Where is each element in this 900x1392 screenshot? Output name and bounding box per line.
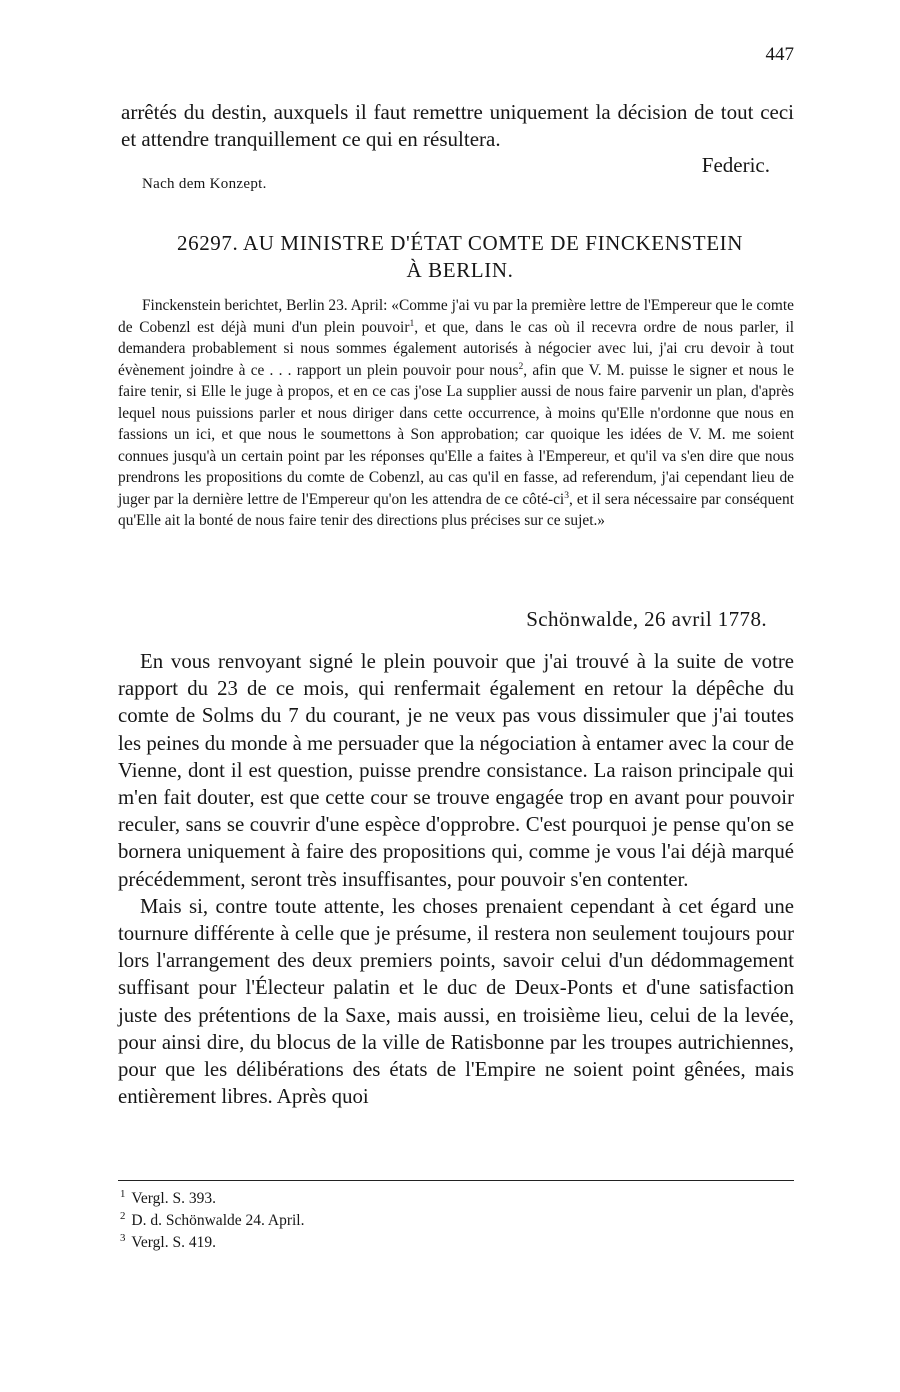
footnote-mark: 1: [120, 1187, 126, 1200]
footnote-mark: 3: [120, 1231, 126, 1244]
continuation-paragraph: arrêtés du destin, auxquels il faut remettre uniquement la décision de tout ceci et attendre tranquillement ce qui en résultera.: [121, 100, 794, 151]
footnote-divider: [118, 1180, 794, 1181]
source-note: Nach dem Konzept.: [142, 176, 267, 192]
letter-paragraph-1: En vous renvoyant signé le plein pouvoir que j'ai trouvé à la suite de votre rapport du 23 de ce mois, qui renfermait également en retour la dépêche du comte de Solms du 7 du courant, je ne veux pas vous dissimuler que j'ai toutes les peines du monde à me persuader que la négociation à entamer avec la cour de Vienne, dont il est question, puisse prendre consistance. La raison principale qui m'en fait douter, est que cette cour se trouve engagée trop en avant pour pouvoir reculer, sans se couvrir d'une espèce d'opprobre. C'est pourquoi je pense qu'on se bornera uniquement à faire des propositions qui, comme je vous l'ai déjà marqué précédemment, seront très insuffisantes, pour pouvoir s'en contenter.: [118, 650, 794, 891]
letter-body: [118, 648, 794, 1110]
summary-part-4: , et il sera nécessaire par conséquent qu'Elle ait la bonté de nous faire tenir des directions plus précises sur ce sujet.»: [118, 490, 794, 529]
footnote-text: Vergl. S. 393.: [131, 1190, 216, 1207]
letter-paragraph-2: Mais si, contre toute attente, les choses prenaient cependant à cet égard une tournure différente à celle que je présume, il restera non seulement toujours pour lors l'arrangement des deux premiers points, savoir celui d'un dédommagement suffisant pour l'Électeur palatin et le duc de Deux-Ponts et d'une satisfaction juste des prétentions de la Saxe, mais aussi, en troisième lieu, celui de la levée, pour ainsi dire, du blocus de la ville de Ratisbonne par les troupes autrichiennes, pour que les délibérations des états de l'Empire ne soient point gênées, mais entièrement libres. Après quoi: [118, 894, 794, 1109]
report-summary: [118, 295, 794, 532]
page-number: 447: [765, 44, 794, 65]
footnote-ref-2: 2: [518, 360, 524, 372]
footnote-ref-3: 3: [564, 489, 569, 501]
footnote-mark: 2: [120, 1209, 126, 1222]
footnote-2: [118, 1210, 305, 1232]
footnote-1: [118, 1188, 305, 1210]
signature: Federic.: [701, 153, 770, 177]
heading-line-1: 26297. AU MINISTRE D'ÉTAT COMTE DE FINCKENSTEIN: [177, 231, 743, 255]
summary-part-2: , et que, dans le cas où il recevra ordre de nous parler, il demandera probablement si nous sommes également autorisés à négocier avec lui, j'ai cru devoir à tout évènement joindre à ce . . . rapport un plein pouvoir pour nous: [118, 318, 794, 379]
footnote-text: Vergl. S. 419.: [131, 1234, 216, 1251]
footnote-ref-1: 1: [409, 317, 415, 329]
letter-heading: [118, 230, 802, 284]
dateline: Schönwalde, 26 avril 1778.: [526, 607, 767, 631]
summary-part-3: , afin que V. M. puisse le signer et nous le faire tenir, si Elle le juge à propos, et en ce cas j'ose La supplier aussi de nous faire parvenir un plan, d'après lequel nous puissions parler et nous diriger dans cette occurrence, à moins qu'Elle n'ordonne que nous en fassions un ici, et que nous le soumettons à Son approbation; car quoique les idées de V. M. me soient connues jusqu'à un certain point par les réponses qu'Elle a faites à l'Empereur, et qu'il va s'en dire que nous prendrons les propositions du comte de Cobenzl, au cas qu'il en fasse, ad referendum, j'ai cependant lieu de juger par la dernière lettre de l'Empereur qu'on les attendra de ce côté-ci: [118, 361, 795, 508]
heading-line-2: À BERLIN.: [406, 258, 514, 282]
footnote-text: D. d. Schönwalde 24. April.: [131, 1212, 305, 1229]
summary-part-1: Finckenstein berichtet, Berlin 23. April: «Comme j'ai vu par la première lettre de l'Empereur que le comte de Cobenzl est déjà muni d'un plein pouvoir: [118, 297, 794, 336]
footnotes: [118, 1188, 305, 1254]
footnote-3: [118, 1232, 305, 1254]
